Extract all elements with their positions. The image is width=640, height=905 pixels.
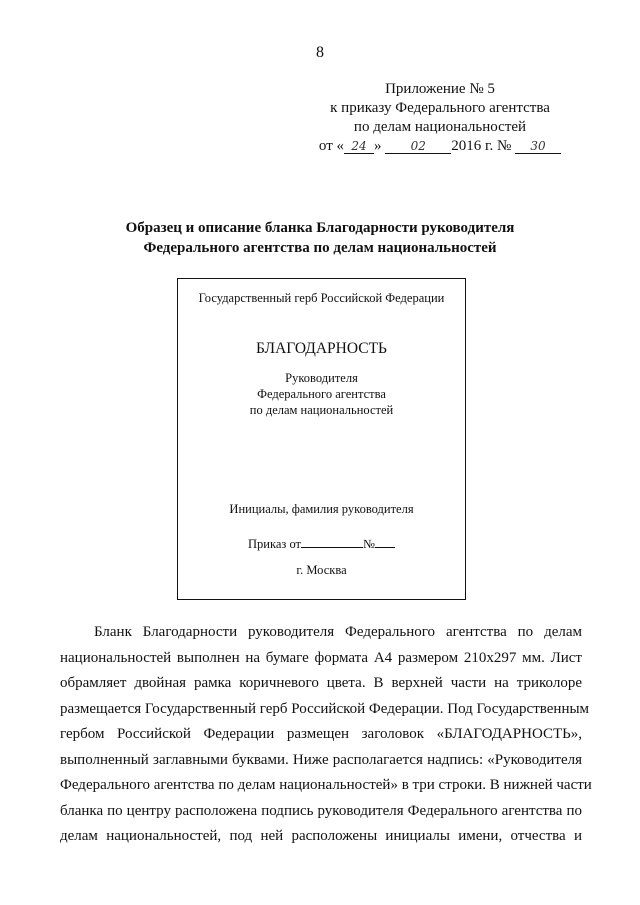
document-title: [60, 218, 580, 258]
city-label: г. Москва: [296, 563, 347, 577]
form-sample-frame: [177, 278, 466, 600]
body-paragraph: [60, 620, 592, 850]
order-prefix: Приказ от: [248, 537, 302, 551]
body-line: Бланк Благодарности руководителя Федерального агентства по делам: [94, 624, 582, 640]
emblem-placeholder-text: Государственный герб Российской Федерации: [198, 291, 445, 305]
form-heading: БЛАГОДАРНОСТЬ: [256, 340, 387, 357]
form-subtitle-line-2: Федерального агентства: [257, 387, 386, 401]
appendix-title: Приложение № 5: [385, 81, 495, 97]
order-date-blank: [301, 535, 363, 548]
body-line: размещается Государственный герб Российской Федерации. Под Государственным: [60, 700, 590, 717]
year-text: 2016 г. №: [451, 138, 512, 154]
date-prefix: от «: [318, 138, 345, 154]
body-line: Федерального агентства по делам национальностей» в три строки. В нижней части: [60, 777, 592, 793]
appendix-date-line: [300, 137, 580, 156]
body-line: гербом Российской Федерации размещен заголовок «БЛАГОДАРНОСТЬ»,: [60, 726, 582, 742]
body-line: делам национальностей, под ней расположены инициалы имени, отчества и: [60, 828, 582, 844]
body-line: обрамляет двойная рамка коричневого цвета. В верхней части на триколоре: [60, 675, 582, 691]
order-number-sign: №: [363, 537, 375, 551]
handwritten-day: 24: [344, 139, 374, 154]
appendix-header: [300, 80, 580, 156]
form-subtitle: [178, 370, 465, 418]
appendix-order-line: к приказу Федерального агентства: [330, 100, 550, 116]
appendix-agency-line: по делам национальностей: [353, 119, 527, 135]
form-subtitle-line-1: Руководителя: [285, 371, 358, 385]
body-line: бланка по центру расположена подпись руководителя Федерального агентства по: [60, 802, 582, 819]
form-subtitle-line-3: по делам национальностей: [249, 403, 394, 417]
body-line: национальностей выполнен на бумаге формата А4 размером 210х297 мм. Лист: [60, 649, 582, 666]
document-title-line-2: Федерального агентства по делам национальностей: [143, 240, 497, 256]
document-title-line-1: Образец и описание бланка Благодарности руководителя: [125, 220, 515, 236]
handwritten-number: 30: [515, 139, 561, 154]
signature-placeholder: Инициалы, фамилия руководителя: [229, 502, 414, 516]
handwritten-month: 02: [385, 139, 451, 154]
order-line: [178, 535, 465, 552]
page-number: 8: [316, 44, 324, 61]
order-number-blank: [375, 535, 395, 548]
quote-close: »: [374, 138, 382, 154]
body-line: выполненный заглавными буквами. Ниже располагается надпись: «Руководителя: [60, 751, 582, 768]
